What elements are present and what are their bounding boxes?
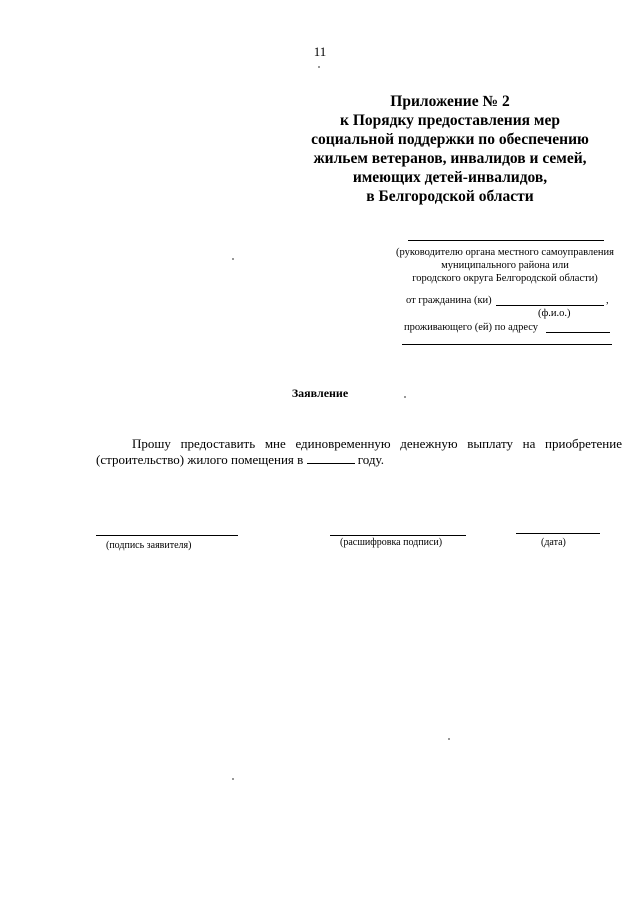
scan-speck: [448, 738, 450, 740]
addressee-caption-line: городского округа Белгородской области): [412, 273, 598, 284]
from-citizen-comma: ,: [606, 295, 609, 306]
statement-body: [96, 436, 622, 468]
statement-line-2-start: (строительство) жилого помещения в: [96, 452, 304, 467]
year-blank: [307, 452, 355, 464]
signature-decoding-caption: (расшифровка подписи): [340, 537, 443, 548]
scan-speck: [232, 778, 234, 780]
appendix-heading: [300, 92, 600, 206]
statement-line-2-end: году.: [357, 452, 384, 467]
appendix-line: жильем ветеранов, инвалидов и семей,: [313, 150, 587, 167]
statement-line-1: Прошу предоставить мне единовременную денежную выплату на приобретение: [132, 436, 622, 451]
scan-speck: [318, 66, 320, 68]
from-citizen-label: от гражданина (ки): [406, 295, 492, 306]
appendix-line: Приложение № 2: [390, 93, 510, 110]
from-citizen-line: [496, 305, 604, 306]
signature-line: [96, 535, 238, 536]
addressee-caption-line: муниципального района или: [441, 260, 569, 271]
addressee-caption: [388, 246, 622, 285]
residence-line-2: [402, 344, 612, 345]
appendix-line: имеющих детей-инвалидов,: [352, 169, 548, 186]
appendix-line: к Порядку предоставления мер: [340, 112, 560, 129]
appendix-line: социальной поддержки по обеспечению: [311, 131, 589, 148]
page-number: 11: [313, 44, 327, 59]
residence-label: проживающего (ей) по адресу: [404, 322, 539, 333]
addressee-line: [408, 240, 604, 241]
fio-caption: (ф.и.о.): [538, 308, 571, 319]
date-caption: (дата): [541, 537, 566, 548]
scan-speck: [232, 258, 234, 260]
appendix-line: в Белгородской области: [366, 188, 534, 205]
addressee-caption-line: (руководителю органа местного самоуправления: [396, 247, 614, 258]
statement-line-2: [96, 452, 622, 468]
decoding-line: [330, 535, 466, 536]
scan-speck: [404, 396, 406, 398]
statement-title: Заявление: [291, 386, 349, 400]
residence-line: [546, 332, 610, 333]
applicant-signature-caption: (подпись заявителя): [106, 540, 192, 551]
date-line: [516, 533, 600, 534]
